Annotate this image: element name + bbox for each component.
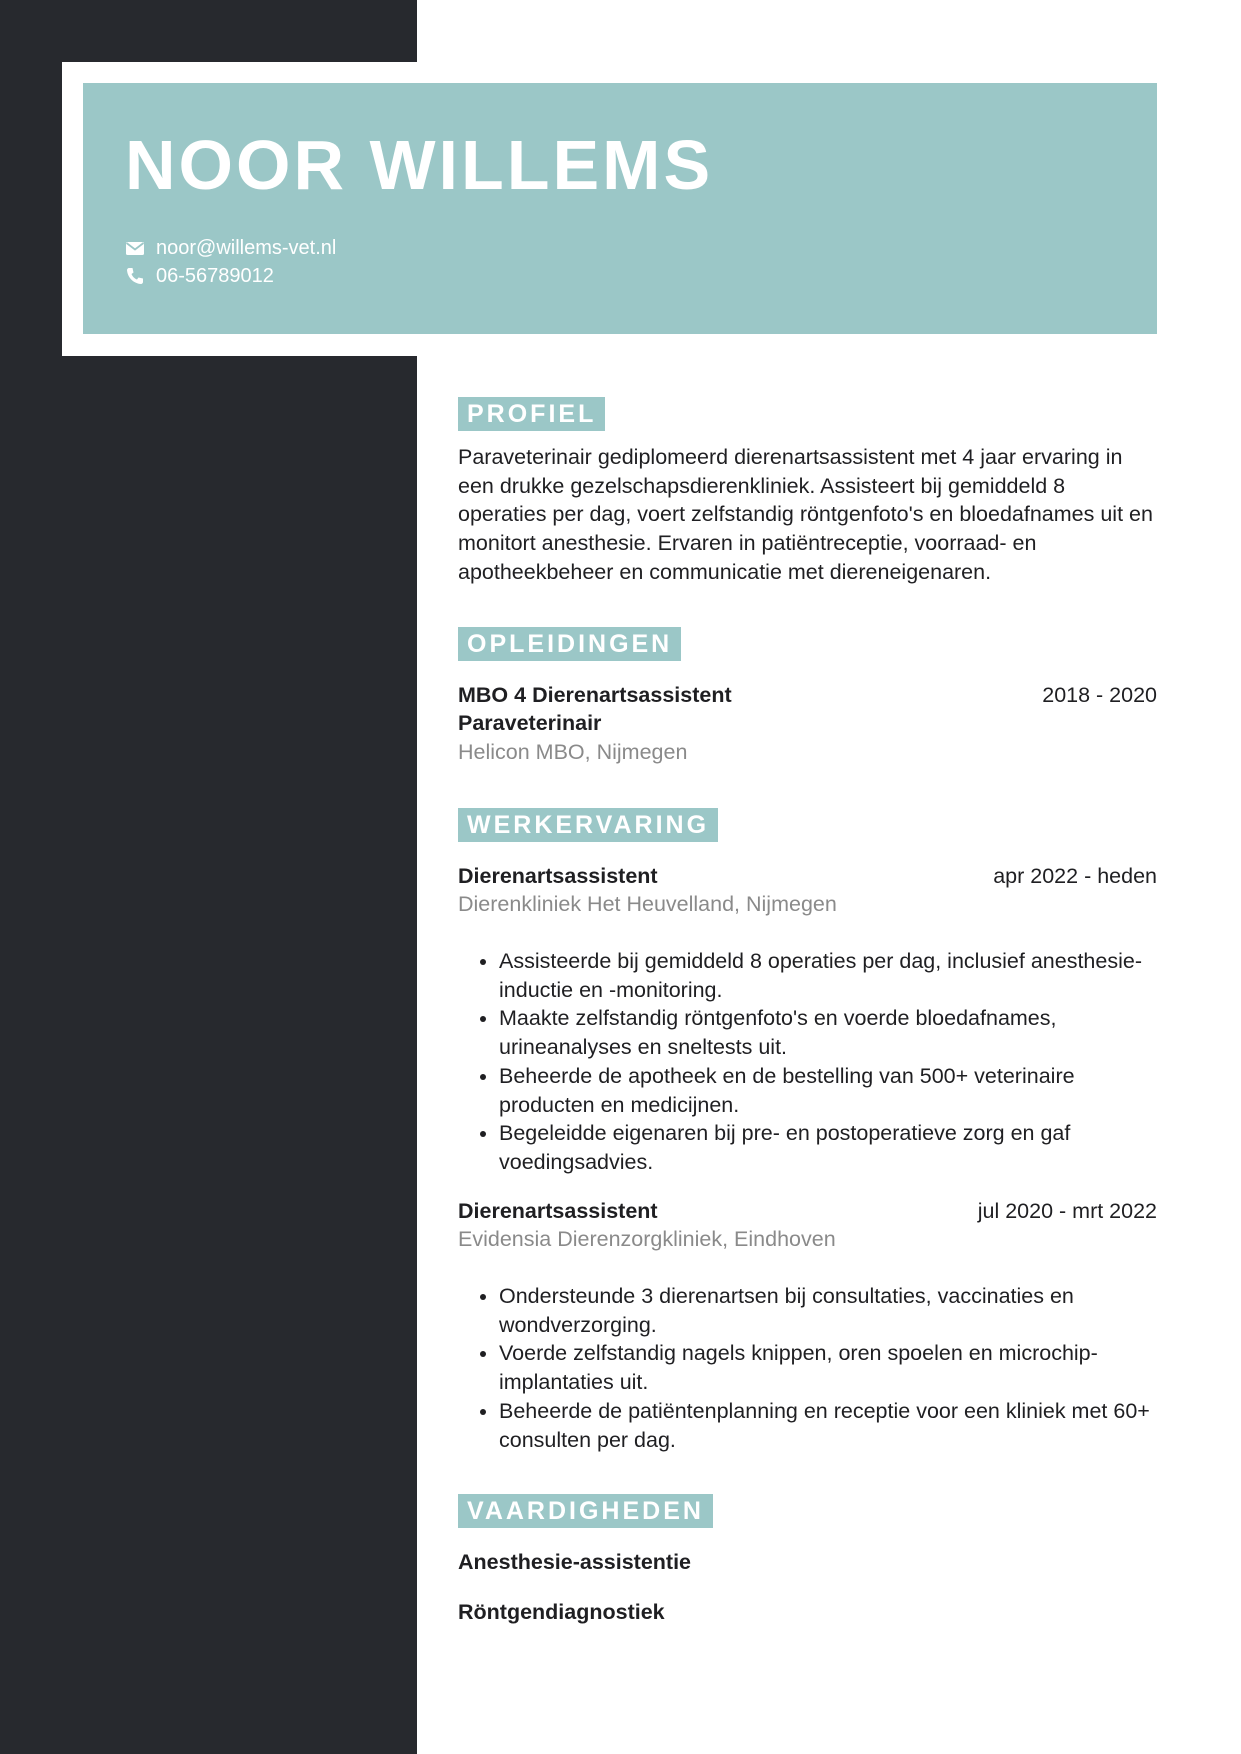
section-title-education: OPLEIDINGEN <box>458 627 681 661</box>
job-entry <box>458 1197 1157 1455</box>
section-title-profile: PROFIEL <box>458 397 605 431</box>
profile-text: Paraveterinair gediplomeerd dierenartsassistent met 4 jaar ervaring in een drukke gezelschapsdierenkliniek. Assisteert bij gemiddeld 8 operaties per dag, voert zelfstandig röntgenfoto's en bloedafnames uit en monitort anesthesie. Ervaren in patiëntreceptie, voorraad- en apotheekbeheer en communicatie met diereneigenaren. <box>458 445 1153 584</box>
education-school: Helicon MBO, Nijmegen <box>458 739 688 764</box>
candidate-name: NOOR WILLEMS <box>125 126 714 204</box>
job-dates: apr 2022 - heden <box>993 863 1157 888</box>
main-content <box>458 397 1157 1627</box>
education-degree: MBO 4 Dierenartsassistent Paraveterinair <box>458 682 732 736</box>
skills-section <box>458 1494 1157 1626</box>
skill-item: Röntgendiagnostiek <box>458 1599 665 1624</box>
job-bullets <box>458 1282 1157 1454</box>
education-entry <box>458 681 1157 767</box>
job-employer: Evidensia Dierenzorgkliniek, Eindhoven <box>458 1227 836 1252</box>
email-text: noor@willems-vet.nl <box>156 237 337 259</box>
list-item: • Beheerde de apotheek en de bestelling van 500+ veterinaire producten en medicijnen. <box>499 1062 1157 1119</box>
contact-email <box>125 236 336 260</box>
profile-section <box>458 397 1157 587</box>
job-header <box>458 1197 1157 1226</box>
list-item: • Assisteerde bij gemiddeld 8 operaties per dag, inclusief anesthesie-inductie en -monitoring. <box>499 947 1157 1004</box>
section-title-experience: WERKERVARING <box>458 808 718 842</box>
phone-icon <box>125 266 145 286</box>
envelope-icon <box>125 238 145 258</box>
phone-text: 06-56789012 <box>156 265 274 287</box>
job-dates: jul 2020 - mrt 2022 <box>977 1198 1157 1223</box>
job-header <box>458 862 1157 891</box>
education-entry-header <box>458 681 1157 738</box>
job-bullets <box>458 947 1157 1177</box>
contact-phone <box>125 264 274 288</box>
experience-section <box>458 808 1157 1455</box>
list-item: • Voerde zelfstandig nagels knippen, oren spoelen en microchip-implantaties uit. <box>499 1339 1157 1396</box>
section-title-skills: VAARDIGHEDEN <box>458 1494 713 1528</box>
list-item: • Ondersteunde 3 dierenartsen bij consultaties, vaccinaties en wondverzorging. <box>499 1282 1157 1339</box>
header-banner <box>83 83 1157 334</box>
education-dates: 2018 - 2020 <box>1042 682 1157 707</box>
list-item: • Begeleidde eigenaren bij pre- en postoperatieve zorg en gaf voedingsadvies. <box>499 1119 1157 1176</box>
skill-item: Anesthesie-assistentie <box>458 1550 692 1575</box>
list-item: • Maakte zelfstandig röntgenfoto's en voerde bloedafnames, urineanalyses en sneltests uit. <box>499 1004 1157 1061</box>
education-section <box>458 627 1157 767</box>
job-entry <box>458 862 1157 1177</box>
job-role: Dierenartsassistent <box>458 863 658 888</box>
list-item: • Beheerde de patiëntenplanning en receptie voor een kliniek met 60+ consulten per dag. <box>499 1397 1157 1454</box>
job-employer: Dierenkliniek Het Heuvelland, Nijmegen <box>458 892 837 917</box>
job-role: Dierenartsassistent <box>458 1198 658 1223</box>
